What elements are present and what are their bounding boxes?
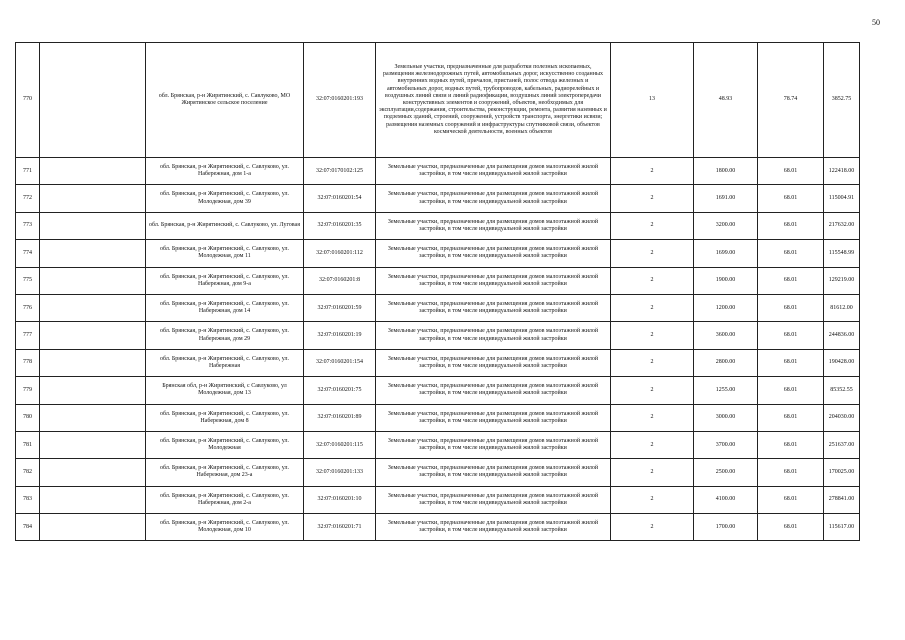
page-number: 50 bbox=[872, 18, 880, 27]
table-row bbox=[16, 294, 860, 321]
table-row bbox=[16, 349, 860, 376]
count-cell: 2 bbox=[611, 267, 694, 294]
row-number-cell: 773 bbox=[16, 212, 40, 239]
cadastral-number-cell: 32:07:0160201:19 bbox=[304, 322, 376, 349]
land-use-cell: Земельные участки, предназначенные для размещения домов малоэтажной жилой застройки, в том числе индивидуальной жилой застройки bbox=[376, 404, 611, 431]
count-cell: 2 bbox=[611, 404, 694, 431]
empty-cell bbox=[40, 431, 146, 458]
empty-cell bbox=[40, 349, 146, 376]
total-value-cell: 115548.99 bbox=[824, 240, 860, 267]
empty-cell bbox=[40, 240, 146, 267]
unit-price-cell: 68.01 bbox=[758, 267, 824, 294]
area-cell: 1691.00 bbox=[694, 185, 758, 212]
unit-price-cell: 68.01 bbox=[758, 185, 824, 212]
unit-price-cell: 68.01 bbox=[758, 404, 824, 431]
row-number-cell: 774 bbox=[16, 240, 40, 267]
table-row bbox=[16, 267, 860, 294]
table-row bbox=[16, 514, 860, 541]
row-number-cell: 779 bbox=[16, 377, 40, 404]
unit-price-cell: 68.01 bbox=[758, 240, 824, 267]
land-use-cell: Земельные участки, предназначенные для размещения домов малоэтажной жилой застройки, в том числе индивидуальной жилой застройки bbox=[376, 431, 611, 458]
area-cell: 48.93 bbox=[694, 43, 758, 158]
address-cell: обл. Брянская, р-н Жирятинский, с. Савлуково, ул. Набережная, дом 2-а bbox=[146, 486, 304, 513]
empty-cell bbox=[40, 404, 146, 431]
unit-price-cell: 68.01 bbox=[758, 514, 824, 541]
total-value-cell: 278841.00 bbox=[824, 486, 860, 513]
empty-cell bbox=[40, 158, 146, 185]
total-value-cell: 244836.00 bbox=[824, 322, 860, 349]
count-cell: 2 bbox=[611, 185, 694, 212]
cadastral-number-cell: 32:07:0160201:89 bbox=[304, 404, 376, 431]
unit-price-cell: 68.01 bbox=[758, 294, 824, 321]
land-use-cell: Земельные участки, предназначенные для размещения домов малоэтажной жилой застройки, в том числе индивидуальной жилой застройки bbox=[376, 459, 611, 486]
empty-cell bbox=[40, 212, 146, 239]
cadastral-number-cell: 32:07:0160201:193 bbox=[304, 43, 376, 158]
cadastral-number-cell: 32:07:0160201:59 bbox=[304, 294, 376, 321]
address-cell: обл. Брянская, р-н Жирятинский, с. Савлуково, ул. Набережная, дом 9-а bbox=[146, 267, 304, 294]
address-cell: обл. Брянская, р-н Жирятинский, с. Савлуково, ул. Луговая bbox=[146, 212, 304, 239]
table-row bbox=[16, 459, 860, 486]
land-use-cell: Земельные участки, предназначенные для размещения домов малоэтажной жилой застройки, в том числе индивидуальной жилой застройки bbox=[376, 240, 611, 267]
address-cell: Брянская обл, р-н Жирятинский, с Савлуково, ул Молодежная, дом 13 bbox=[146, 377, 304, 404]
area-cell: 1699.00 bbox=[694, 240, 758, 267]
total-value-cell: 170025.00 bbox=[824, 459, 860, 486]
land-use-cell: Земельные участки, предназначенные для размещения домов малоэтажной жилой застройки, в том числе индивидуальной жилой застройки bbox=[376, 514, 611, 541]
count-cell: 2 bbox=[611, 349, 694, 376]
unit-price-cell: 68.01 bbox=[758, 459, 824, 486]
unit-price-cell: 68.01 bbox=[758, 322, 824, 349]
area-cell: 3700.00 bbox=[694, 431, 758, 458]
address-cell: обл. Брянская, р-н Жирятинский, с. Савлуково, ул. Молодежная, дом 39 bbox=[146, 185, 304, 212]
area-cell: 2500.00 bbox=[694, 459, 758, 486]
total-value-cell: 85352.55 bbox=[824, 377, 860, 404]
area-cell: 1900.00 bbox=[694, 267, 758, 294]
address-cell: обл. Брянская, р-н Жирятинский, с. Савлуково, МО Жирятинское сельское поселение bbox=[146, 43, 304, 158]
row-number-cell: 776 bbox=[16, 294, 40, 321]
empty-cell bbox=[40, 43, 146, 158]
table-row bbox=[16, 212, 860, 239]
count-cell: 13 bbox=[611, 43, 694, 158]
row-number-cell: 770 bbox=[16, 43, 40, 158]
count-cell: 2 bbox=[611, 212, 694, 239]
cadastral-number-cell: 32:07:0170102:125 bbox=[304, 158, 376, 185]
empty-cell bbox=[40, 185, 146, 212]
cadastral-number-cell: 32:07:0160201:10 bbox=[304, 486, 376, 513]
row-number-cell: 775 bbox=[16, 267, 40, 294]
total-value-cell: 217632.00 bbox=[824, 212, 860, 239]
area-cell: 3600.00 bbox=[694, 322, 758, 349]
land-use-cell: Земельные участки, предназначенные для размещения домов малоэтажной жилой застройки, в том числе индивидуальной жилой застройки bbox=[376, 185, 611, 212]
total-value-cell: 81612.00 bbox=[824, 294, 860, 321]
total-value-cell: 3852.75 bbox=[824, 43, 860, 158]
total-value-cell: 129219.00 bbox=[824, 267, 860, 294]
cadastral-number-cell: 32:07:0160201:54 bbox=[304, 185, 376, 212]
total-value-cell: 115004.91 bbox=[824, 185, 860, 212]
area-cell: 4100.00 bbox=[694, 486, 758, 513]
cadastral-number-cell: 32:07:0160201:133 bbox=[304, 459, 376, 486]
count-cell: 2 bbox=[611, 459, 694, 486]
table-row bbox=[16, 185, 860, 212]
count-cell: 2 bbox=[611, 322, 694, 349]
table-row bbox=[16, 431, 860, 458]
empty-cell bbox=[40, 514, 146, 541]
row-number-cell: 781 bbox=[16, 431, 40, 458]
unit-price-cell: 68.01 bbox=[758, 212, 824, 239]
unit-price-cell: 68.01 bbox=[758, 158, 824, 185]
row-number-cell: 780 bbox=[16, 404, 40, 431]
address-cell: обл. Брянская, р-н Жирятинский, с. Савлуково, ул. Набережная, дом 14 bbox=[146, 294, 304, 321]
row-number-cell: 771 bbox=[16, 158, 40, 185]
count-cell: 2 bbox=[611, 240, 694, 267]
table-row bbox=[16, 158, 860, 185]
empty-cell bbox=[40, 377, 146, 404]
table-row bbox=[16, 486, 860, 513]
total-value-cell: 204030.00 bbox=[824, 404, 860, 431]
area-cell: 1800.00 bbox=[694, 158, 758, 185]
address-cell: обл. Брянская, р-н Жирятинский, с. Савлуково, ул. Молодежная, дом 11 bbox=[146, 240, 304, 267]
land-use-cell: Земельные участки, предназначенные для размещения домов малоэтажной жилой застройки, в том числе индивидуальной жилой застройки bbox=[376, 158, 611, 185]
count-cell: 2 bbox=[611, 294, 694, 321]
land-use-cell: Земельные участки, предназначенные для размещения домов малоэтажной жилой застройки, в том числе индивидуальной жилой застройки bbox=[376, 377, 611, 404]
address-cell: обл. Брянская, р-н Жирятинский, с. Савлуково, ул. Набережная, дом 23-а bbox=[146, 459, 304, 486]
cadastral-number-cell: 32:07:0160201:35 bbox=[304, 212, 376, 239]
row-number-cell: 777 bbox=[16, 322, 40, 349]
area-cell: 3000.00 bbox=[694, 404, 758, 431]
row-number-cell: 778 bbox=[16, 349, 40, 376]
table-row bbox=[16, 377, 860, 404]
cadastral-number-cell: 32:07:0160201:115 bbox=[304, 431, 376, 458]
total-value-cell: 190428.00 bbox=[824, 349, 860, 376]
table-row bbox=[16, 322, 860, 349]
land-use-cell: Земельные участки, предназначенные для размещения домов малоэтажной жилой застройки, в том числе индивидуальной жилой застройки bbox=[376, 322, 611, 349]
cadastral-number-cell: 32:07:0160201:71 bbox=[304, 514, 376, 541]
empty-cell bbox=[40, 267, 146, 294]
total-value-cell: 122418.00 bbox=[824, 158, 860, 185]
unit-price-cell: 68.01 bbox=[758, 431, 824, 458]
empty-cell bbox=[40, 294, 146, 321]
land-use-cell: Земельные участки, предназначенные для разработки полезных ископаемых, размещения железнодорожных путей, автомобильных дорог, искусственно созданных внутренних водных путей, причалов, пристаней, полос отвода железных и автомобильных дорог, водных путей, трубопроводов, кабельных, радиорелейных и воздушных линий связи и линий радиофикации, воздушных линий электропередачи конструктивных элементов и сооружений, объектов, необходимых для эксплуатации,содержания, строительства, реконструкции, ремонта, развития наземных и подземных зданий, строений, сооружений, устройств транспорта, энергетики исвязи; размещения наземных сооружений и инфраструктуры спутниковой связи, объектов космической деятельности, военных объектов bbox=[376, 43, 611, 158]
unit-price-cell: 68.01 bbox=[758, 349, 824, 376]
total-value-cell: 115617.00 bbox=[824, 514, 860, 541]
table-row bbox=[16, 404, 860, 431]
land-registry-table bbox=[15, 42, 860, 541]
row-number-cell: 784 bbox=[16, 514, 40, 541]
address-cell: обл. Брянская, р-н Жирятинский, с. Савлуково, ул. Молодежная bbox=[146, 431, 304, 458]
address-cell: обл. Брянская, р-н Жирятинский, с. Савлуково, ул. Набережная, дом 8 bbox=[146, 404, 304, 431]
cadastral-number-cell: 32:07:0160201:112 bbox=[304, 240, 376, 267]
empty-cell bbox=[40, 459, 146, 486]
table-row bbox=[16, 240, 860, 267]
area-cell: 2800.00 bbox=[694, 349, 758, 376]
area-cell: 3200.00 bbox=[694, 212, 758, 239]
row-number-cell: 782 bbox=[16, 459, 40, 486]
address-cell: обл. Брянская, р-н Жирятинский, с. Савлуково, ул. Набережная, дом 1-а bbox=[146, 158, 304, 185]
area-cell: 1255.00 bbox=[694, 377, 758, 404]
cadastral-number-cell: 32:07:0160201:154 bbox=[304, 349, 376, 376]
address-cell: обл. Брянская, р-н Жирятинский, с. Савлуково, ул. Молодежная, дом 10 bbox=[146, 514, 304, 541]
count-cell: 2 bbox=[611, 158, 694, 185]
cadastral-number-cell: 32:07:0160201:8 bbox=[304, 267, 376, 294]
row-number-cell: 772 bbox=[16, 185, 40, 212]
land-use-cell: Земельные участки, предназначенные для размещения домов малоэтажной жилой застройки, в том числе индивидуальной жилой застройки bbox=[376, 349, 611, 376]
table-row bbox=[16, 43, 860, 158]
cadastral-number-cell: 32:07:0160201:75 bbox=[304, 377, 376, 404]
empty-cell bbox=[40, 322, 146, 349]
address-cell: обл. Брянская, р-н Жирятинский, с. Савлуково, ул. Набережная, дом 29 bbox=[146, 322, 304, 349]
address-cell: обл. Брянская, р-н Жирятинский, с. Савлуково, ул. Набережная bbox=[146, 349, 304, 376]
count-cell: 2 bbox=[611, 486, 694, 513]
area-cell: 1200.00 bbox=[694, 294, 758, 321]
count-cell: 2 bbox=[611, 431, 694, 458]
land-use-cell: Земельные участки, предназначенные для размещения домов малоэтажной жилой застройки, в том числе индивидуальной жилой застройки bbox=[376, 212, 611, 239]
unit-price-cell: 68.01 bbox=[758, 486, 824, 513]
total-value-cell: 251637.00 bbox=[824, 431, 860, 458]
row-number-cell: 783 bbox=[16, 486, 40, 513]
count-cell: 2 bbox=[611, 377, 694, 404]
area-cell: 1700.00 bbox=[694, 514, 758, 541]
empty-cell bbox=[40, 486, 146, 513]
land-use-cell: Земельные участки, предназначенные для размещения домов малоэтажной жилой застройки, в том числе индивидуальной жилой застройки bbox=[376, 294, 611, 321]
count-cell: 2 bbox=[611, 514, 694, 541]
unit-price-cell: 68.01 bbox=[758, 377, 824, 404]
land-use-cell: Земельные участки, предназначенные для размещения домов малоэтажной жилой застройки, в том числе индивидуальной жилой застройки bbox=[376, 486, 611, 513]
unit-price-cell: 78.74 bbox=[758, 43, 824, 158]
land-use-cell: Земельные участки, предназначенные для размещения домов малоэтажной жилой застройки, в том числе индивидуальной жилой застройки bbox=[376, 267, 611, 294]
